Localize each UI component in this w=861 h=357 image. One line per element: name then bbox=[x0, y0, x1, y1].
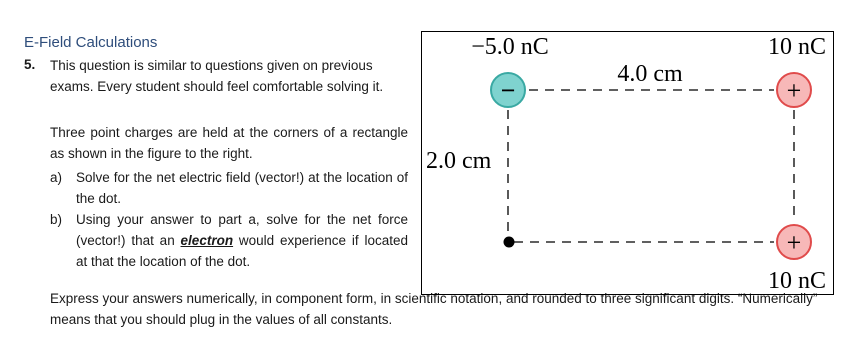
part-b-text-before: Using your answer to part a, solve for the net force (vector!) that an bbox=[76, 212, 408, 248]
part-a-text: Solve for the net electric field (vector!) at the location of the dot. bbox=[76, 170, 408, 206]
charge-top-right-label: 10 nC bbox=[767, 34, 827, 60]
express-instructions: Express your answers numerically, in component form, in scientific notation, and rounded to three significant digits. “Numerically” means that you should plug in the values of all constants. bbox=[50, 291, 818, 327]
electron-emphasis: electron bbox=[180, 233, 234, 248]
charge-bottom-right-label: 10 nC bbox=[767, 268, 827, 294]
field-point-dot bbox=[504, 237, 515, 248]
charges-figure bbox=[421, 31, 834, 295]
part-a-letter: a) bbox=[50, 170, 63, 185]
positive-sign-top-icon: + bbox=[786, 76, 802, 105]
question-number: 5. bbox=[24, 57, 36, 72]
charge-top-left-label: −5.0 nC bbox=[471, 34, 549, 60]
part-b-text bbox=[76, 209, 408, 272]
negative-sign-icon: − bbox=[500, 76, 516, 105]
height-label: 2.0 cm bbox=[426, 148, 492, 174]
width-label: 4.0 cm bbox=[617, 61, 683, 87]
section-heading: E-Field Calculations bbox=[24, 34, 158, 51]
question-description: Three point charges are held at the corners of a rectangle as shown in the figure to the right. bbox=[50, 125, 408, 161]
positive-sign-bottom-icon: + bbox=[786, 228, 802, 257]
part-b-text-after: would experience if located at that the location of the dot. bbox=[76, 233, 409, 269]
figure-canvas bbox=[422, 32, 835, 296]
part-b-letter: b) bbox=[50, 212, 63, 227]
question-intro: This question is similar to questions given on previous exams. Every student should feel comfortable solving it. bbox=[50, 58, 384, 94]
